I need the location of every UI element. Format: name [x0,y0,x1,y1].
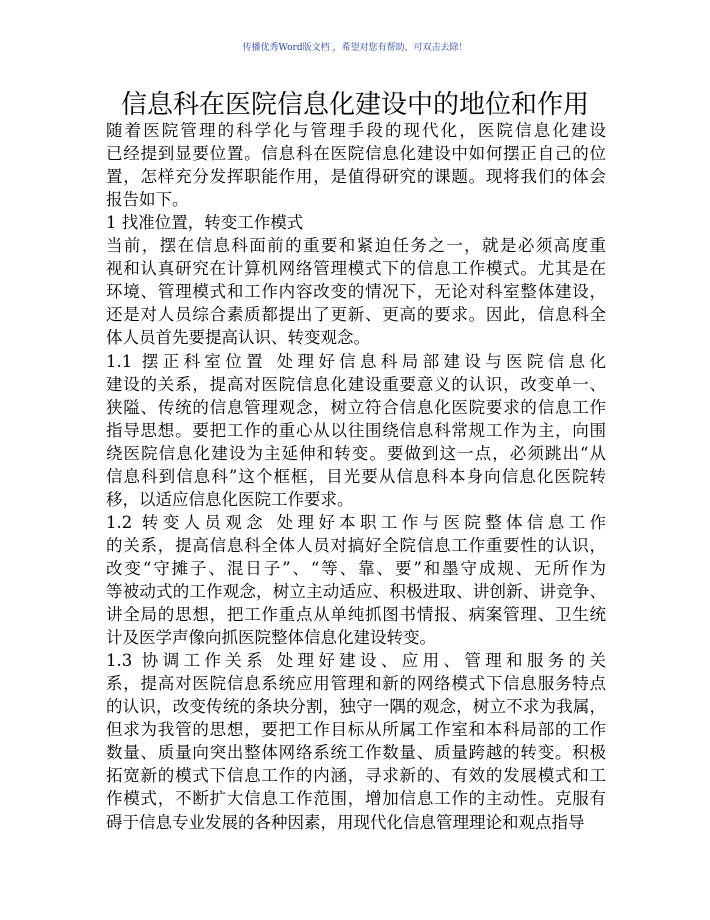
body-line: 1.1 摆正科室位置 处理好信息科局部建设与医院信息化 [106,351,606,371]
body-line: 1.3 协调工作关系 处理好建设、应用、管理和服务的关 [106,651,606,671]
body-line: 的关系，提高信息科全体人员对搞好全院信息工作重要性的认识， [106,535,606,555]
body-line: 指导思想。要把工作的重心从以往围绕信息科常规工作为主，向围 [106,420,606,440]
body-line: 随着医院管理的科学化与管理手段的现代化，医院信息化建设 [106,121,606,140]
body-line: 等被动式的工作观念，树立主动适应、积极进取、讲创新、讲竞争、 [106,582,606,601]
body-line: 的认识，改变传统的条块分割，独守一隅的观念，树立不求为我属， [106,697,606,717]
header-banner: 传播优秀Word版文档 ，希望对您有帮助，可双击去除！ [242,43,468,53]
document-title: 信息科在医院信息化建设中的地位和作用 [120,90,589,120]
body-line: 置，怎样充分发挥职能作用，是值得研究的课题。现将我们的体会 [106,167,606,187]
body-line: 视和认真研究在计算机网络管理模式下的信息工作模式。尤其是在 [106,259,606,279]
body-line: 碍于信息专业发展的各种因素，用现代化信息管理理论和观点指导 [106,812,585,832]
body-line: 但求为我管的思想，要把工作目标从所属工作室和本科局部的工作 [106,720,606,740]
body-line: 当前，摆在信息科面前的重要和紧迫任务之一，就是必须高度重 [106,236,606,256]
body-line: 环境、管理模式和工作内容改变的情况下，无论对科室整体建设， [106,282,606,302]
body-line: 讲全局的思想，把工作重点从单纯抓图书情报、病案管理、卫生统 [106,605,606,625]
body-line: 移，以适应信息化医院工作要求。 [106,489,354,509]
body-line: 建设的关系，提高对医院信息化建设重要意义的认识，改变单一、 [106,374,606,394]
body-line: 报告如下。 [106,190,189,210]
body-line: 拓宽新的模式下信息工作的内涵，寻求新的、有效的发展模式和工 [106,766,606,786]
body-line: 作模式，不断扩大信息工作范围，增加信息工作的主动性。克服有 [106,789,606,809]
body-line: 体人员首先要提高认识、转变观念。 [106,328,370,348]
body-line: 狭隘、传统的信息管理观念，树立符合信息化医院要求的信息工作 [106,397,606,417]
body-line: 1.2 转变人员观念 处理好本职工作与医院整体信息工作 [106,512,606,532]
body-line: 数量、质量向突出整体网络系统工作数量、质量跨越的转变。积极 [106,743,606,763]
body-line: 系，提高对医院信息系统应用管理和新的网络模式下信息服务特点 [106,674,606,694]
body-line: 信息科到信息科”这个框框，目光要从信息科本身向信息化医院转 [106,466,606,486]
body-line: 已经提到显要位置。信息科在医院信息化建设中如何摆正自己的位 [106,144,606,164]
body-line: 计及医学声像向抓医院整体信息化建设转变。 [106,628,436,648]
body-line: 1 找准位置，转变工作模式 [106,213,304,233]
body-line: 绕医院信息化建设为主延伸和转变。要做到这一点，必须跳出“从 [106,443,606,463]
body-line: 还是对人员综合素质都提出了更新、更高的要求。因此，信息科全 [106,305,606,325]
body-line: 改变“守摊子、混日子”、“等、靠、要”和墨守成规、无所作为 [106,558,606,578]
